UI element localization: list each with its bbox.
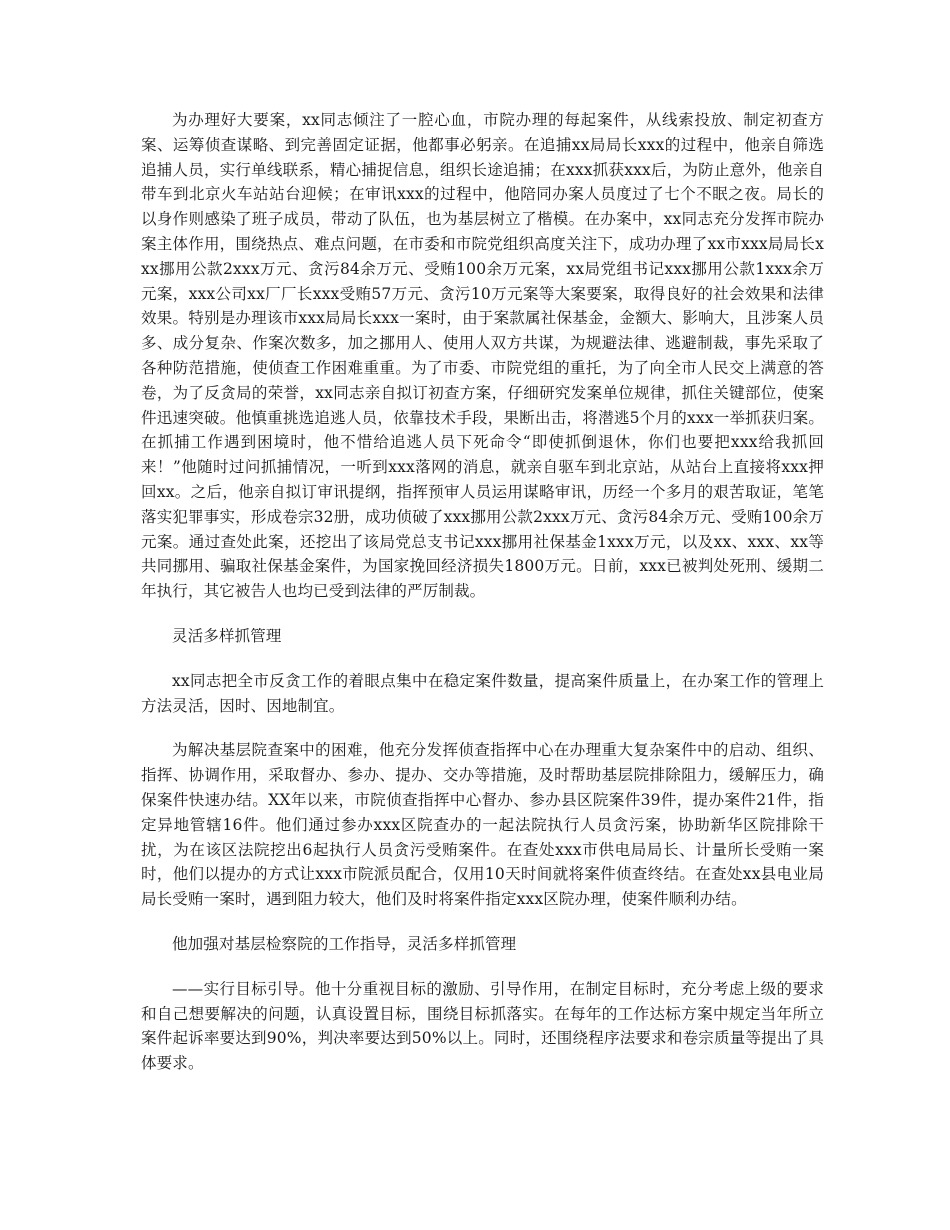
- section-heading-flexible-management: 灵活多样抓管理: [172, 626, 282, 645]
- paragraph-gap: [141, 649, 824, 669]
- paragraph-gap: [141, 912, 824, 932]
- paragraph-gap: [141, 604, 824, 624]
- section-heading-guidance: 他加强对基层检察院的工作指导，灵活多样抓管理: [172, 934, 517, 953]
- document-body: [141, 108, 824, 1076]
- paragraph-target-guidance: ——实行目标引导。他十分重视目标的激励、引导作用，在制定目标时，充分考虑上级的要求和自己想要解决的问题，认真设置目标，围绕目标抓落实。在每年的工作达标方案中规定当年所立案件起诉率要达到90%，判决率要达到50%以上。同时，还围绕程序法要求和卷宗质量等提出了具体要求。: [141, 979, 824, 1073]
- paragraph-command-center: 为解决基层院查案中的困难，他充分发挥侦查指挥中心在办理重大复杂案件中的启动、组织、指挥、协调作用，采取督办、参办、提办、交办等措施，及时帮助基层院排除阻力，缓解压力，确保案件快速办结。XX年以来，市院侦查指挥中心督办、参办县区院案件39件，提办案件21件，指定异地管辖16件。他们通过参办xxx区院查办的一起法院执行人员贪污案，协助新华区院排除干扰，为在该区法院挖出6起执行人员贪污受贿案件。在查处xxx市供电局局长、计量所长受贿一案时，他们以提办的方式让xxx市院派员配合，仅用10天时间就将案件侦查终结。在查处xx县电业局局长受贿一案时，遇到阻力较大，他们及时将案件指定xxx区院办理，使案件顺利办结。: [141, 741, 824, 909]
- paragraph-case-handling: 为办理好大要案，xx同志倾注了一腔心血，市院办理的每起案件，从线索投放、制定初查方案、运筹侦查谋略、到完善固定证据，他都事必躬亲。在追捕xx局局长xxx的过程中，他亲自筛选追捕人员，实行单线联系，精心捕捉信息，组织长途追捕；在xxx抓获xxx后，为防止意外，他亲自带车到北京火车站站台迎候；在审讯xxx的过程中，他陪同办案人员度过了七个不眠之夜。局长的以身作则感染了班子成员，带动了队伍，也为基层树立了楷模。在办案中，xx同志充分发挥市院办案主体作用，围绕热点、难点问题，在市委和市院党组织高度关注下，成功办理了xx市xxx局局长xxx挪用公款2xxx万元、贪污84余万元、受贿100余万元案，xx局党组书记xxx挪用公款1xxx余万元案，xxx公司xx厂厂长xxx受贿57万元、贪污10万元案等大案要案，取得良好的社会效果和法律效果。特别是办理该市xxx局局长xxx一案时，由于案款属社保基金，金额大、影响大，且涉案人员多、成分复杂、作案次数多，加之挪用人、使用人双方共谋，为规避法律、逃避制裁，事先采取了各种防范措施，使侦查工作困难重重。为了市委、市院党组的重托，为了向全市人民交上满意的答卷，为了反贪局的荣誉，xx同志亲自拟订初查方案，仔细研究发案单位规律，抓住关键部位，使案件迅速突破。他慎重挑选追逃人员，依靠技术手段，果断出击，将潜逃5个月的xxx一举抓获归案。在抓捕工作遇到困境时，他不惜给追逃人员下死命令“即使抓倒退休，你们也要把xxx给我抓回来！”他随时过问抓捕情况，一听到xxx落网的消息，就亲自驱车到北京站，从站台上直接将xxx押回xx。之后，他亲自拟订审讯提纲，指挥预审人员运用谋略审讯，历经一个多月的艰苦取证，笔笔落实犯罪事实，形成卷宗32册，成功侦破了xxx挪用公款2xxx万元、贪污84余万元、受贿100余万元案。通过查处此案，还挖出了该局党总支书记xxx挪用社保基金1xxx万元，以及xx、xxx、xx等共同挪用、骗取社保基金案件，为国家挽回经济损失1800万元。日前，xxx已被判处死刑、缓期二年执行，其它被告人也均已受到法律的严厉制裁。: [141, 111, 824, 601]
- paragraph-management-focus: xx同志把全市反贪工作的着眼点集中在稳定案件数量，提高案件质量上，在办案工作的管理上方法灵活，因时、因地制宜。: [141, 671, 824, 715]
- paragraph-gap: [141, 957, 824, 977]
- paragraph-gap: [141, 718, 824, 738]
